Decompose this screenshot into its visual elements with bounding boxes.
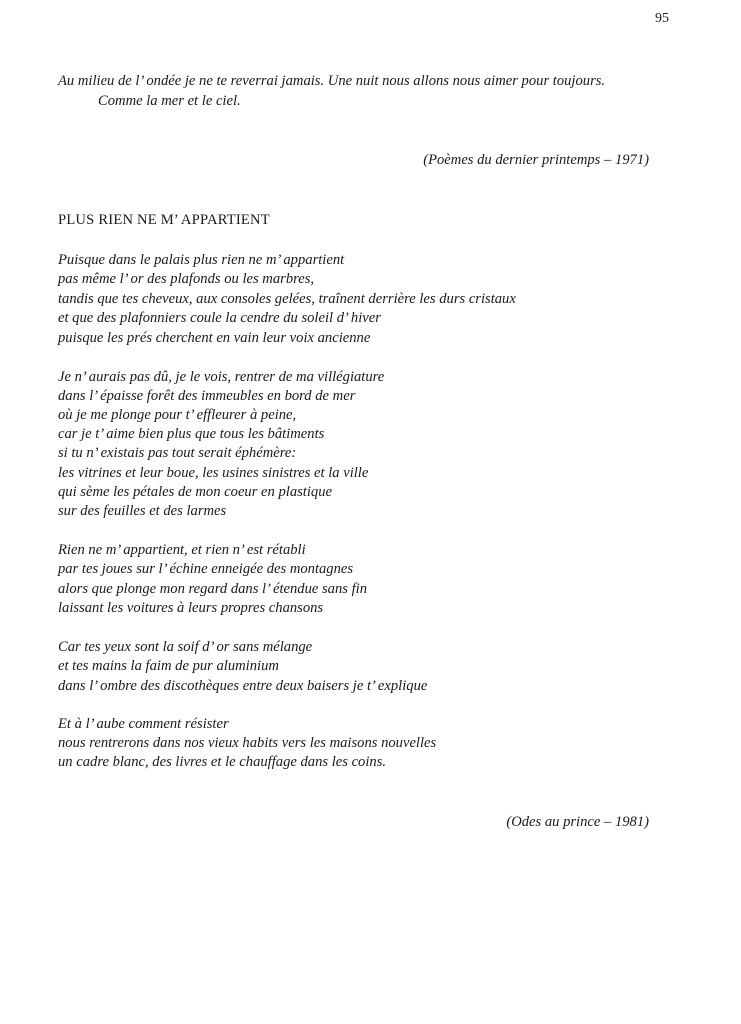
stanza-2-line-7: qui sème les pétales de mon coeur en plastique <box>58 484 332 500</box>
stanza-2-line-6: les vitrines et leur boue, les usines sinistres et la ville <box>58 465 369 481</box>
citation-1971: (Poèmes du dernier printemps – 1971) <box>423 152 649 168</box>
stanza-2-line-8: sur des feuilles et des larmes <box>58 503 227 519</box>
stanza-1-line-4: et que des plafonniers coule la cendre du soleil d’ hiver <box>58 310 381 326</box>
stanza-1-line-1: Puisque dans le palais plus rien ne m’ appartient <box>58 252 345 268</box>
stanza-3-line-1: Rien ne m’ appartient, et rien n’ est rétabli <box>58 542 306 558</box>
stanza-2-line-4: car je t’ aime bien plus que tous les bâtiments <box>58 426 325 442</box>
stanza-4-line-3: dans l’ ombre des discothèques entre deux baisers je t’ explique <box>58 678 428 694</box>
stanza-2-line-2: dans l’ épaisse forêt des immeubles en bord de mer <box>58 388 356 404</box>
stanza-5-line-3: un cadre blanc, des livres et le chauffage dans les coins. <box>58 754 387 770</box>
poem-title: PLUS RIEN NE M’ APPARTIENT <box>58 212 270 228</box>
citation-1981: (Odes au prince – 1981) <box>506 814 649 830</box>
stanza-4-line-2: et tes mains la faim de pur aluminium <box>58 658 279 674</box>
stanza-3-line-4: laissant les voitures à leurs propres chansons <box>58 600 324 616</box>
stanza-2-line-5: si tu n’ existais pas tout serait éphémère: <box>58 445 297 461</box>
stanza-5-line-1: Et à l’ aube comment résister <box>58 716 229 732</box>
stanza-1-line-5: puisque les prés cherchent en vain leur voix ancienne <box>58 330 371 346</box>
stanza-3-line-2: par tes joues sur l’ échine enneigée des montagnes <box>58 561 354 577</box>
stanza-2-line-1: Je n’ aurais pas dû, je le vois, rentrer de ma villégiature <box>58 369 385 385</box>
page-number: 95 <box>655 11 669 26</box>
stanza-1-line-3: tandis que tes cheveux, aux consoles gelées, traînent derrière les durs cristaux <box>58 291 516 307</box>
stanza-3-line-3: alors que plonge mon regard dans l’ étendue sans fin <box>58 581 368 597</box>
stanza-2-line-3: où je me plonge pour t’ effleurer à peine, <box>58 407 297 423</box>
stanza-1-line-2: pas même l’ or des plafonds ou les marbres, <box>58 271 315 287</box>
intro-line-2: Comme la mer et le ciel. <box>98 93 241 109</box>
stanza-4-line-1: Car tes yeux sont la soif d’ or sans mélange <box>58 639 313 655</box>
stanza-5-line-2: nous rentrerons dans nos vieux habits vers les maisons nouvelles <box>58 735 437 751</box>
intro-line-1: Au milieu de l’ ondée je ne te reverrai jamais. Une nuit nous allons nous aimer pour toujours. <box>58 73 606 89</box>
